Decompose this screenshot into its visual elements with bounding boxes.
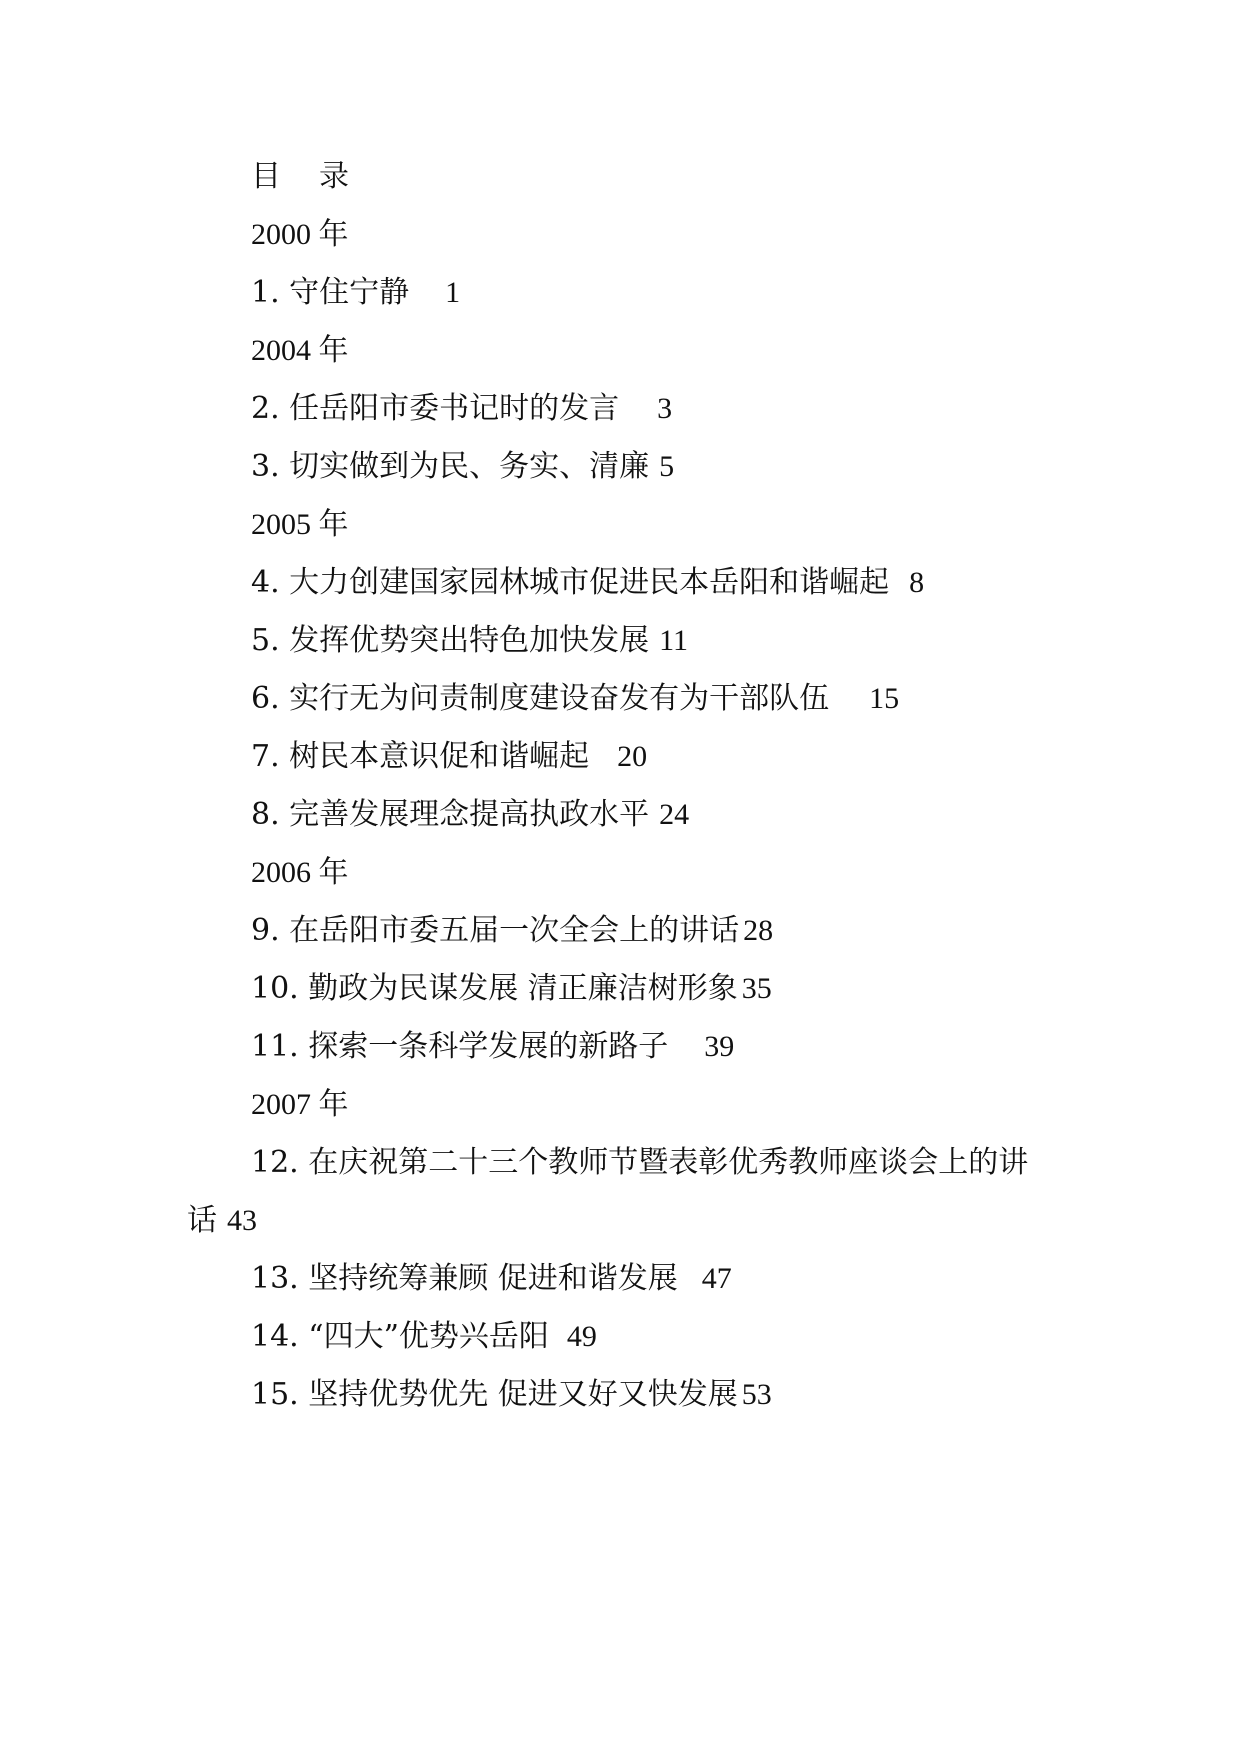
toc-entry-page: 49 xyxy=(566,1320,597,1353)
toc-entry-page: 39 xyxy=(704,1030,735,1063)
toc-entry-page: 1 xyxy=(445,276,461,309)
toc-entry-page: 53 xyxy=(741,1378,772,1411)
toc-entry-5[interactable] xyxy=(251,621,688,661)
toc-entry-page: 28 xyxy=(743,914,774,947)
toc-entry-11[interactable] xyxy=(251,1027,734,1067)
toc-title-char-2: 录 xyxy=(319,159,349,194)
year-heading-2005: 2005 年 xyxy=(251,508,349,541)
toc-entry-title: 10. 勤政为民谋发展 清正廉洁树形象 xyxy=(251,971,738,1006)
toc-entry-title: 5. 发挥优势突出特色加快发展 xyxy=(251,623,650,658)
toc-entry-6[interactable] xyxy=(251,679,899,719)
toc-entry-title: 1. 守住宁静 xyxy=(251,275,410,310)
toc-entry-8[interactable] xyxy=(251,795,689,835)
year-heading-2007: 2007 年 xyxy=(251,1088,349,1121)
toc-entry-page: 47 xyxy=(701,1262,732,1295)
toc-entry-title: 9. 在岳阳市委五届一次全会上的讲话 xyxy=(251,913,740,948)
toc-entry-15[interactable] xyxy=(251,1375,772,1415)
toc-entry-title: 6. 实行无为问责制度建设奋发有为干部队伍 xyxy=(251,681,830,716)
toc-entry-page: 35 xyxy=(741,972,772,1005)
toc-title xyxy=(251,157,349,197)
toc-title-char-1: 目 xyxy=(251,159,281,194)
toc-entry-title: 15. 坚持优势优先 促进又好又快发展 xyxy=(251,1377,738,1412)
toc-entry-page: 5 xyxy=(659,450,675,483)
toc-entry-title: 13. 坚持统筹兼顾 促进和谐发展 xyxy=(251,1261,678,1296)
toc-entry-page: 11 xyxy=(659,624,689,657)
toc-entry-2[interactable] xyxy=(251,389,672,429)
toc-entry-page: 8 xyxy=(909,566,925,599)
year-heading-2006: 2006 年 xyxy=(251,856,349,889)
toc-entry-page: 15 xyxy=(869,682,900,715)
toc-entry-10[interactable] xyxy=(251,969,772,1009)
toc-entry-title: 4. 大力创建国家园林城市促进民本岳阳和谐崛起 xyxy=(251,565,890,600)
toc-entry-title: 2. 任岳阳市委书记时的发言 xyxy=(251,391,620,426)
toc-entry-title: 3. 切实做到为民、务实、清廉 xyxy=(251,449,650,484)
toc-entry-13[interactable] xyxy=(251,1259,732,1299)
toc-entry-title: 11. 探索一条科学发展的新路子 xyxy=(251,1029,669,1064)
year-heading-2000: 2000 年 xyxy=(251,218,349,251)
toc-entry-1[interactable] xyxy=(251,273,460,313)
toc-entry-title: 14. “四大”优势兴岳阳 xyxy=(251,1319,549,1354)
toc-entry-14[interactable] xyxy=(251,1317,597,1357)
toc-entry-title: 8. 完善发展理念提高执政水平 xyxy=(251,797,650,832)
toc-entry-page: 20 xyxy=(617,740,648,773)
toc-entry-page: 3 xyxy=(657,392,673,425)
toc-entry-12[interactable] xyxy=(251,1143,1028,1183)
toc-entry-3[interactable] xyxy=(251,447,674,487)
toc-entry-title: 7. 树民本意识促和谐崛起 xyxy=(251,739,590,774)
toc-entry-9[interactable] xyxy=(251,911,773,951)
toc-entry-title: 12. 在庆祝第二十三个教师节暨表彰优秀教师座谈会上的讲 xyxy=(251,1145,1029,1180)
toc-entry-title-continuation: 话 xyxy=(187,1203,217,1238)
toc-entry-12-continuation[interactable] xyxy=(187,1201,257,1241)
toc-entry-page: 43 xyxy=(227,1204,257,1237)
year-heading-2004: 2004 年 xyxy=(251,334,349,367)
toc-entry-4[interactable] xyxy=(251,563,924,603)
toc-entry-7[interactable] xyxy=(251,737,647,777)
toc-entry-page: 24 xyxy=(659,798,690,831)
